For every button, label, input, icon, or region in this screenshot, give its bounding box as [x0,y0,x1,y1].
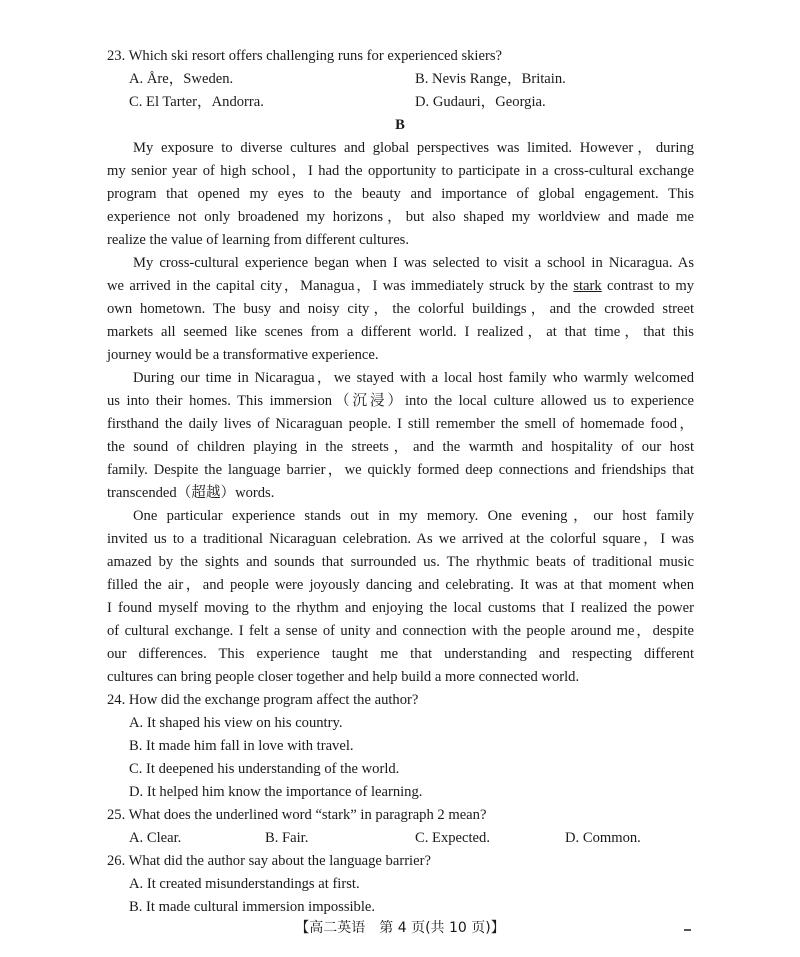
p1-line: program that opened my eyes to the beauty and importance of global engagement. This [107,186,694,202]
p4-line: I found myself moving to the rhythm and enjoying the local customs that I realized the power [107,600,694,616]
p3-line: the sound of children playing in the streets，and the warmth and hospitality of our host [107,439,694,455]
q23-option-a: A. Åre，Sweden. [129,71,234,87]
p1-line: My exposure to diverse cultures and global perspectives was limited. However，during [133,140,694,156]
q23-stem: 23. Which ski resort offers challenging runs for experienced skiers? [107,48,502,64]
q26-stem: 26. What did the author say about the language barrier? [107,853,431,869]
q24-option: C. It deepened his understanding of the world. [129,761,400,777]
q25-option-c: C. Expected. [415,830,490,846]
p4-line: our differences. This experience taught me that understanding and respecting different [107,646,694,662]
p1-line: experience not only broadened my horizons，but also shaped my worldview and made me [107,209,694,225]
p4-line: filled the air，and people were joyously dancing and celebrating. It was at that moment when [107,577,694,593]
q26-option: B. It made cultural immersion impossible. [129,899,376,915]
p2-line: journey would be a transformative experience. [107,347,379,363]
p1-line: realize the value of learning from different cultures. [107,232,410,248]
q24-option: A. It shaped his view on his country. [129,715,343,731]
p3-line: us into their homes. This immersion（沉浸）into the local culture allowed us to experience [107,393,694,409]
p3-line: family. Despite the language barrier，we quickly formed deep connections and friendships that [107,462,694,478]
q23-option-c: C. El Tarter，Andorra. [129,94,264,110]
p3-line: firsthand the daily lives of Nicaraguan people. I still remember the smell of homemade food， [107,416,694,432]
section-label: B [395,117,405,133]
p2-line: we arrived in the capital city，Managua，I was immediately struck by the stark contrast to my [107,278,694,294]
page-footer: 【高二英语 第 4 页(共 10 页)】 [295,920,505,936]
q23-option-d: D. Gudauri，Georgia. [415,94,546,110]
q25-option-a: A. Clear. [129,830,182,846]
p2-line: My cross-cultural experience began when I was selected to visit a school in Nicaragua. As [133,255,694,271]
p4-line: invited us to a traditional Nicaraguan celebration. As we arrived at the colorful square，I was [107,531,694,547]
p3-line: During our time in Nicaragua，we stayed with a local host family who warmly welcomed [133,370,694,386]
q25-option-d: D. Common. [565,830,641,846]
q24-option: D. It helped him know the importance of learning. [129,784,423,800]
q25-stem: 25. What does the underlined word “stark” in paragraph 2 mean? [107,807,487,823]
p2-line: markets all seemed like scenes from a different world. I realized，at that time，that this [107,324,694,340]
p1-line: my senior year of high school，I had the opportunity to participate in a cross-cultural exchange [107,163,694,179]
q24-stem: 24. How did the exchange program affect the author? [107,692,419,708]
p4-line: of cultural exchange. I felt a sense of unity and connection with the people around me，despite [107,623,694,639]
scan-mark [684,929,691,931]
q24-option: B. It made him fall in love with travel. [129,738,354,754]
p3-line: transcended（超越）words. [107,485,275,501]
p4-line: amazed by the sights and sounds that surrounded us. The rhythmic beats of traditional music [107,554,694,570]
p4-line: cultures can bring people closer together and help build a more connected world. [107,669,580,685]
p2-line: own hometown. The busy and noisy city，the colorful buildings，and the crowded street [107,301,694,317]
underlined-word-stark: stark [573,278,602,294]
q25-option-b: B. Fair. [265,830,309,846]
q23-option-b: B. Nevis Range，Britain. [415,71,566,87]
q26-option: A. It created misunderstandings at first. [129,876,360,892]
p4-line: One particular experience stands out in my memory. One evening，our host family [133,508,694,524]
